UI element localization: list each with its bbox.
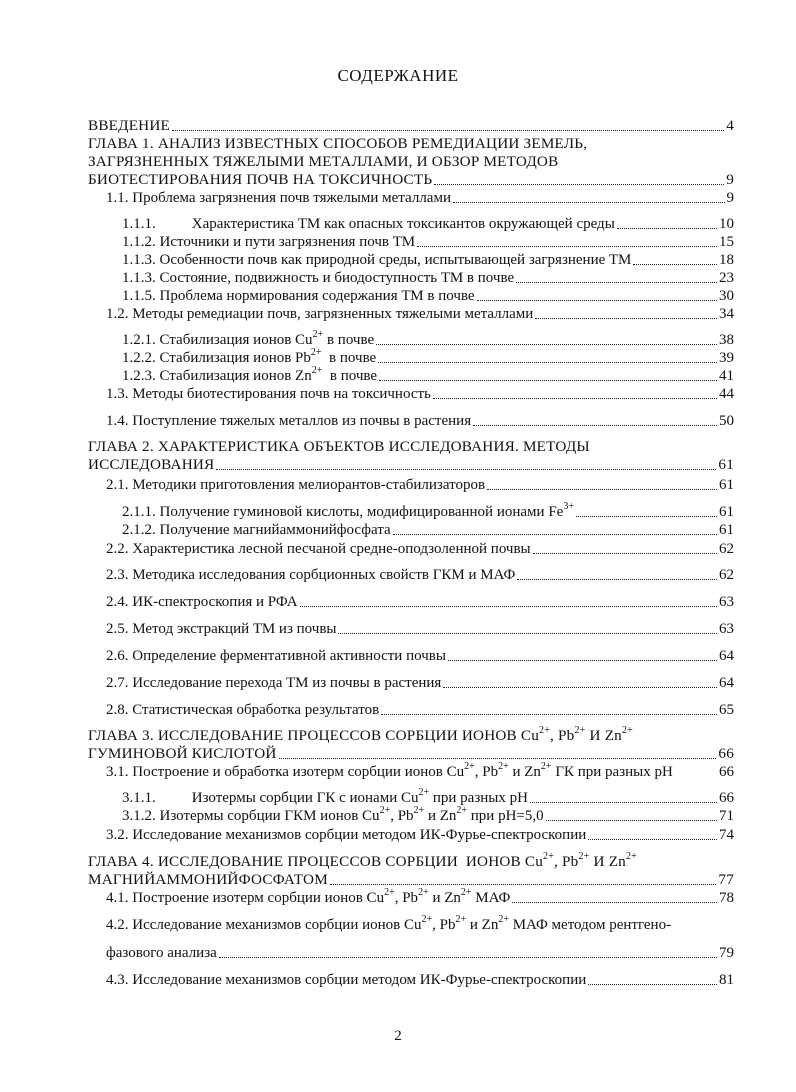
toc-entry-text: 1.3. Методы биотестирования почв на токсичность (106, 386, 431, 402)
toc-page-number: 66 (719, 764, 734, 780)
toc-entry-text: ГУМИНОВОЙ КИСЛОТОЙ (88, 745, 277, 762)
toc-entry-text: 1.1.3. Особенности почв как природной среды, испытывающей загрязнение ТМ (122, 252, 632, 268)
toc-entry-number: 1.1.1. (122, 216, 156, 232)
toc-page-number: 41 (719, 368, 734, 384)
toc-entry-2-3[interactable] (106, 566, 734, 584)
toc-page-number: 10 (719, 216, 734, 232)
dot-leader (487, 489, 717, 490)
toc-entry-text: 1.1.1. Характеристика ТМ как опасных токсикантов окружающей среды (122, 216, 615, 232)
chapter-3-title-line-1: ГЛАВА 3. ИССЛЕДОВАНИЕ ПРОЦЕССОВ СОРБЦИИ ИОНОВ $Cu^{2+}$, $Pb^{2+}$ И $Zn^{2+}$ (88, 724, 634, 744)
toc-page-number: 66 (719, 790, 734, 806)
toc-entry-2-5[interactable] (106, 620, 734, 638)
toc-page-number: 50 (719, 413, 734, 429)
toc-page-number: 78 (719, 890, 734, 906)
toc-page-number: 81 (719, 972, 734, 988)
toc-entry-1-1[interactable] (106, 189, 734, 207)
dot-leader (546, 820, 717, 821)
dot-leader (219, 957, 717, 958)
chapter-1-title-line-1: ГЛАВА 1. АНАЛИЗ ИЗВЕСТНЫХ СПОСОБОВ РЕМЕДИАЦИИ ЗЕМЕЛЬ, (88, 135, 588, 152)
toc-entry-number: 3.1.1. (122, 790, 156, 806)
toc-entry-1-2-1[interactable] (122, 331, 734, 349)
dot-leader (300, 606, 717, 607)
dot-leader (379, 380, 717, 381)
toc-entry-4-2-line-1: 4.2. Исследование механизмов сорбции ионов $Cu^{2+}$, $Pb^{2+}$ и $Zn^{2+}$ МАФ методом рентгено- (106, 914, 672, 933)
toc-entry-text: 1.1.3. Состояние, подвижность и биодоступность ТМ в почве (122, 270, 515, 286)
toc-page-number: 64 (719, 675, 734, 691)
dot-leader (378, 362, 717, 363)
toc-entry-text: 2.1.1. Получение гуминовой кислоты, модифицированной ионами $Fe^{3+}$ (122, 501, 574, 520)
dot-leader (393, 534, 717, 535)
toc-entry-text: 2.6. Определение ферментативной активности почвы (106, 648, 446, 664)
toc-entry-text: 1.1.5. Проблема нормирования содержания ТМ в почве (122, 288, 475, 304)
toc-page-number: 38 (719, 332, 734, 348)
toc-entry-text: 3.1. Построение и обработка изотерм сорбции ионов $Cu^{2+}$, $Pb^{2+}$ и $Zn^{2+}$ ГК при разных pH (106, 761, 673, 780)
toc-entry-text: 2.1.2. Получение магнийаммонийфосфата (122, 522, 391, 538)
toc-entry-1-3[interactable] (106, 385, 734, 403)
dot-leader (417, 246, 717, 247)
toc-page-number: 62 (719, 541, 734, 557)
toc-entry-text: 1.4. Поступление тяжелых металлов из почвы в растения (106, 413, 472, 429)
toc-entry-3-1-1[interactable] (122, 789, 734, 807)
dot-leader (433, 398, 717, 399)
toc-entry-chapter-2[interactable] (88, 456, 734, 474)
toc-entry-1-1-1[interactable] (122, 215, 734, 233)
toc-page-number: 61 (719, 477, 734, 493)
toc-page-number: 30 (719, 288, 734, 304)
dot-leader (216, 469, 716, 470)
toc-entry-1-1-5[interactable] (122, 287, 734, 305)
toc-page-number: 63 (719, 621, 734, 637)
toc-page-number: 66 (718, 745, 734, 762)
toc-entry-text: 1.1. Проблема загрязнения почв тяжелыми металлами (106, 190, 451, 206)
toc-entry-2-8[interactable] (106, 701, 734, 719)
toc-entry-1-1-3b[interactable] (122, 269, 734, 287)
toc-entry-2-4[interactable] (106, 593, 734, 611)
toc-entry-2-1[interactable] (106, 476, 734, 494)
toc-entry-text: 2.4. ИК-спектроскопия и РФА (106, 594, 298, 610)
toc-entry-text: 2.5. Метод экстракций ТМ из почвы (106, 621, 337, 637)
dot-leader (338, 633, 717, 634)
toc-page-number: 64 (719, 648, 734, 664)
toc-entry-2-1-1[interactable] (122, 503, 734, 521)
toc-entry-2-1-2[interactable] (122, 521, 734, 539)
toc-entry-text: 1.2.1. Стабилизация ионов $Cu^{2+}$ в почве (122, 329, 375, 348)
toc-entry-4-1[interactable] (106, 889, 734, 907)
toc-entry-text: 2.1. Методики приготовления мелиорантов-стабилизаторов (106, 477, 486, 493)
toc-page-number: 4 (726, 117, 734, 134)
dot-leader (434, 184, 724, 185)
dot-leader (473, 425, 717, 426)
toc-entry-chapter-1[interactable] (88, 171, 734, 189)
toc-entry-text: ВВЕДЕНИЕ (88, 117, 170, 134)
toc-entry-text: ИССЛЕДОВАНИЯ (88, 456, 215, 473)
toc-entry-4-2[interactable] (106, 944, 734, 962)
toc-entry-introduction[interactable] (88, 117, 734, 135)
dot-leader (633, 264, 717, 265)
toc-entry-text: 2.8. Статистическая обработка результатов (106, 702, 380, 718)
toc-entry-1-1-2[interactable] (122, 233, 734, 251)
toc-page-number: 65 (719, 702, 734, 718)
dot-leader (279, 758, 717, 759)
toc-page-number: 71 (719, 808, 734, 824)
toc-entry-3-1[interactable] (106, 763, 734, 781)
toc-entry-3-2[interactable] (106, 826, 734, 844)
toc-entry-1-1-3a[interactable] (122, 251, 734, 269)
dot-leader (576, 516, 717, 517)
dot-leader (517, 579, 717, 580)
toc-entry-text: 1.2. Методы ремедиации почв, загрязненных тяжелыми металлами (106, 306, 534, 322)
toc-page-number: 39 (719, 350, 734, 366)
toc-entry-text: 2.2. Характеристика лесной песчаной средне-оподзоленной почвы (106, 541, 531, 557)
toc-entry-chapter-3[interactable] (88, 745, 734, 763)
dot-leader (443, 687, 717, 688)
dot-leader (588, 839, 717, 840)
dot-leader (516, 282, 717, 283)
chapter-4-title-line-1: ГЛАВА 4. ИССЛЕДОВАНИЕ ПРОЦЕССОВ СОРБЦИИ ИОНОВ $Cu^{2+}$, $Pb^{2+}$ И $Zn^{2+}$ (88, 850, 638, 870)
toc-page-number: 9 (726, 190, 734, 206)
toc-page-number: 18 (719, 252, 734, 268)
toc-entry-text: 3.2. Исследование механизмов сорбции методом ИК-Фурье-спектроскопии (106, 827, 587, 843)
dot-leader (172, 130, 724, 131)
toc-entry-2-2[interactable] (106, 540, 734, 558)
toc-page-number: 23 (719, 270, 734, 286)
dot-leader (588, 984, 717, 985)
toc-entry-text: 2.7. Исследование перехода ТМ из почвы в растения (106, 675, 442, 691)
dot-leader (453, 202, 725, 203)
dot-leader (530, 802, 717, 803)
toc-page-number: 79 (719, 945, 734, 961)
toc-entry-text: 3.1.2. Изотермы сорбции ГКМ ионов $Cu^{2+}$, $Pb^{2+}$ и $Zn^{2+}$ при pH=5,0 (122, 805, 544, 824)
toc-page-number: 77 (718, 871, 734, 888)
toc-page-number: 74 (719, 827, 734, 843)
dot-leader (533, 553, 717, 554)
dot-leader (330, 884, 717, 885)
toc-entry-3-1-2[interactable] (122, 807, 734, 825)
toc-entry-1-2[interactable] (106, 305, 734, 323)
toc-entry-2-6[interactable] (106, 647, 734, 665)
toc-entry-1-2-3[interactable] (122, 367, 734, 385)
page-number: 2 (394, 1028, 402, 1044)
dot-leader (448, 660, 717, 661)
dot-leader (381, 714, 717, 715)
toc-entry-text: 1.1.2. Источники и пути загрязнения почв ТМ (122, 234, 416, 250)
dot-leader (535, 318, 717, 319)
toc-entry-text: 4.1. Построение изотерм сорбции ионов $Cu^{2+}$, $Pb^{2+}$ и $Zn^{2+}$ МАФ (106, 887, 511, 906)
toc-page-number: 9 (726, 171, 734, 188)
dot-leader (376, 344, 717, 345)
toc-page-number: 15 (719, 234, 734, 250)
toc-entry-text: МАГНИЙАММОНИЙФОСФАТОМ (88, 871, 328, 888)
page-title: СОДЕРЖАНИЕ (337, 66, 459, 85)
dot-leader (617, 228, 717, 229)
toc-entry-4-3[interactable] (106, 971, 734, 989)
toc-page-number: 63 (719, 594, 734, 610)
chapter-2-title-line-1: ГЛАВА 2. ХАРАКТЕРИСТИКА ОБЪЕКТОВ ИССЛЕДОВАНИЯ. МЕТОДЫ (88, 438, 590, 455)
toc-page-number: 44 (719, 386, 734, 402)
dot-leader (512, 902, 717, 903)
toc-entry-text: 3.1.1. Изотермы сорбции ГК с ионами $Cu^{2+}$ при разных pH (122, 787, 528, 806)
toc-page-number: 62 (719, 567, 734, 583)
toc-entry-text: 1.2.3. Стабилизация ионов $Zn^{2+}$ в почве (122, 365, 378, 384)
dot-leader (477, 300, 717, 301)
toc-entry-text: 2.3. Методика исследования сорбционных свойств ГКМ и МАФ (106, 567, 516, 583)
toc-page-number: 61 (718, 456, 734, 473)
toc-entry-2-7[interactable] (106, 674, 734, 692)
toc-page-number: 61 (719, 522, 734, 538)
toc-page-number: 34 (719, 306, 734, 322)
toc-entry-text: фазового анализа (106, 945, 217, 961)
toc-entry-chapter-4[interactable] (88, 871, 734, 889)
toc-entry-1-4[interactable] (106, 412, 734, 430)
toc-page-number: 61 (719, 504, 734, 520)
toc-entry-text: 1.2.2. Стабилизация ионов $Pb^{2+}$ в почве (122, 347, 377, 366)
toc-entry-text: БИОТЕСТИРОВАНИЯ ПОЧВ НА ТОКСИЧНОСТЬ (88, 171, 433, 188)
chapter-1-title-line-2: ЗАГРЯЗНЕННЫХ ТЯЖЕЛЫМИ МЕТАЛЛАМИ, И ОБЗОР МЕТОДОВ (88, 153, 559, 170)
toc-entry-text: 4.3. Исследование механизмов сорбции методом ИК-Фурье-спектроскопии (106, 972, 587, 988)
toc-entry-1-2-2[interactable] (122, 349, 734, 367)
